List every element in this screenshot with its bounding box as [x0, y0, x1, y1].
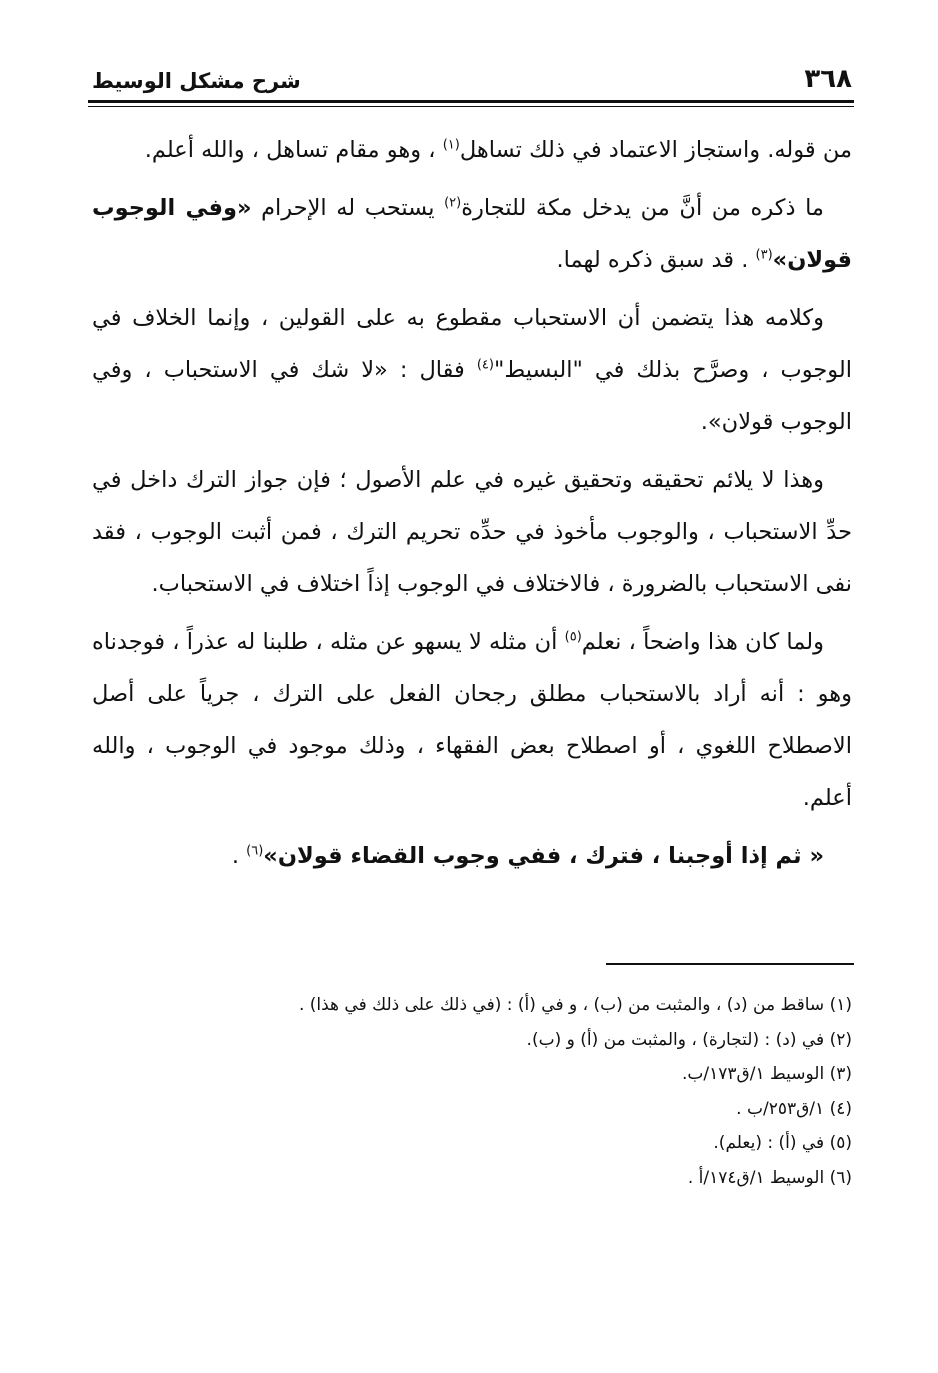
segment: وهذا لا يلائم تحقيقه وتحقيق غيره في علم الأصول ؛ فإن جواز الترك داخل في حدِّ الاستحباب ، والوجوب مأخوذ في حدِّه تحريم الترك ، فمن أثبت الوجوب ، فقد نفى الاستحباب بالضرورة ، فالاختلاف في الوجوب إذاً اختلاف في الاستحباب.	[92, 467, 852, 597]
segment: أن مثله لا يسهو عن مثله ، طلبنا له عذراً ، فوجدناه وهو : أنه أراد بالاستحباب مطلق رجحان الفعل على الترك ، جرياً على أصل الاصطلاح اللغوي ، أو اصطلاح بعض الفقهاء ، وذلك موجود في الوجوب ، والله أعلم.	[92, 629, 852, 811]
footnote-ref-4: (٤)	[476, 357, 494, 373]
quoted-text: « ثم إذا أوجبنا ، فترك ، ففي وجوب القضاء قولان»	[263, 843, 824, 869]
footnote-2: (٢) في (د) : (لتجارة) ، والمثبت من (أ) و (ب).	[526, 1029, 852, 1050]
footnote-ref-3: (٣)	[755, 247, 773, 263]
paragraph-6	[92, 830, 852, 882]
segment: ولما كان هذا واضحاً ، نعلم	[581, 629, 824, 655]
quoted-text: «وفي الوجوب قولان»	[92, 195, 852, 273]
footnote-ref-2: (٢)	[444, 195, 462, 211]
page-number: ٣٦٨	[804, 64, 852, 94]
footnote-ref-1: (١)	[442, 137, 460, 153]
footnote-1: (١) ساقط من (د) ، والمثبت من (ب) ، و في (أ) : (في ذلك على ذلك في هذا) .	[298, 995, 852, 1015]
paragraph-2	[92, 182, 852, 286]
paragraph-5	[92, 616, 852, 824]
footnote-3: (٣) الوسيط ١/ق١٧٣/ب.	[681, 1064, 852, 1084]
page-header	[92, 62, 852, 100]
body-text	[92, 124, 852, 888]
segment: ما ذكره من أنَّ من يدخل مكة للتجارة	[461, 195, 824, 221]
segment: .	[231, 843, 247, 869]
footnote-ref-5: (٥)	[564, 629, 582, 645]
paragraph-1	[92, 124, 852, 176]
header-rule-thick	[88, 100, 854, 103]
footnote-ref-6: (٦)	[246, 843, 264, 859]
footnote-4: (٤) ١/ق٢٥٣/ب .	[736, 1098, 852, 1119]
running-title: شرح مشكل الوسيط	[92, 69, 301, 93]
footnotes	[92, 988, 852, 1195]
footnote-6: (٦) الوسيط ١/ق١٧٤/أ .	[687, 1167, 852, 1188]
paragraph-3	[92, 292, 852, 448]
segment: . قد سبق ذكره لهما.	[556, 247, 756, 273]
footnote-separator	[606, 963, 854, 965]
header-rule-thin	[88, 106, 854, 107]
segment: يستحب له الإحرام	[251, 195, 445, 221]
segment: من قوله. واستجاز الاعتماد في ذلك تساهل	[459, 137, 852, 163]
segment: ، وهو مقام تساهل ، والله أعلم.	[144, 137, 443, 163]
segment: فقال : «لا شك في الاستحباب ، وفي الوجوب قولان».	[92, 357, 852, 435]
footnote-5: (٥) في (أ) : (يعلم).	[713, 1133, 852, 1153]
paragraph-4	[92, 454, 852, 610]
segment: وكلامه هذا يتضمن أن الاستحباب مقطوع به على القولين ، وإنما الخلاف في الوجوب ، وصرَّح بذلك في "البسيط"	[92, 305, 852, 383]
